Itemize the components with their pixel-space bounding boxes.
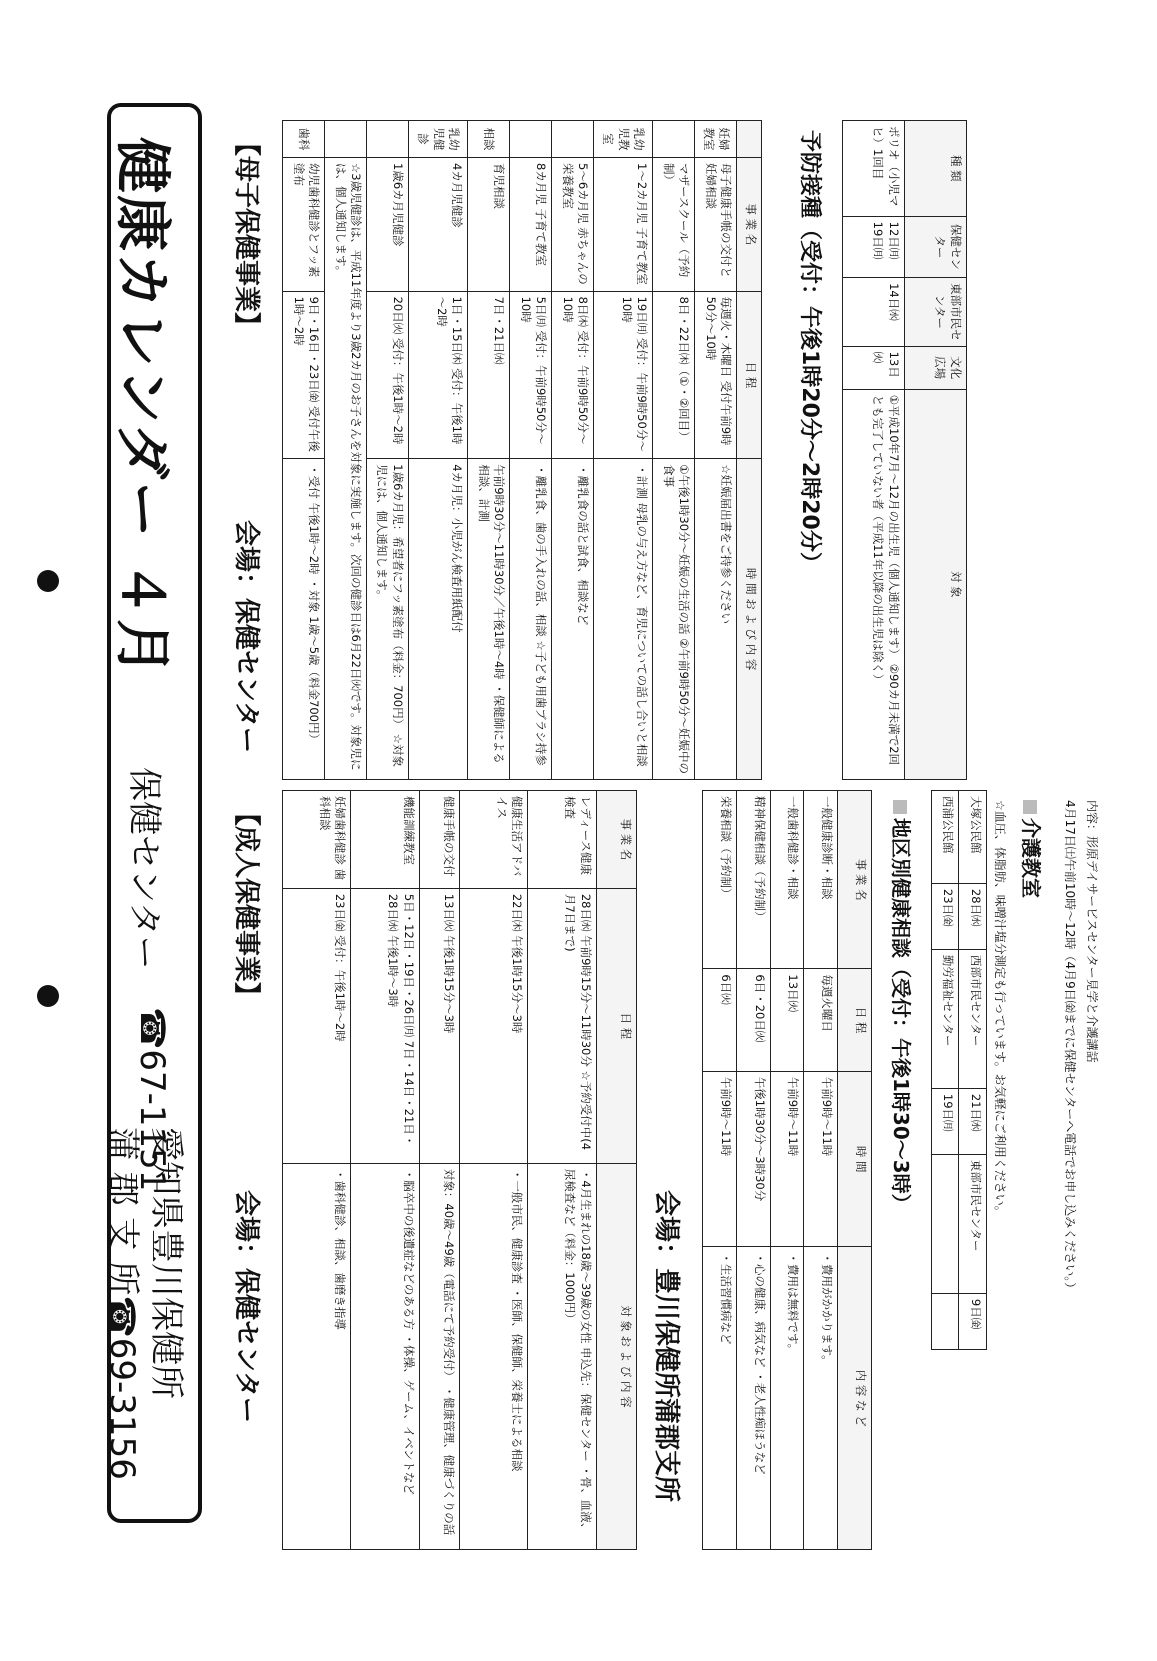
branch-table bbox=[702, 790, 872, 1550]
district-cell bbox=[932, 1154, 960, 1293]
district-cell: 21日㈬ bbox=[959, 1088, 987, 1154]
cell-detail: ・生活習慣病など bbox=[703, 1247, 737, 1550]
cell-time: 午前9時～11時 bbox=[703, 1071, 737, 1247]
column-header: 日 程 bbox=[838, 969, 872, 1071]
table-row bbox=[510, 121, 552, 780]
square-icon bbox=[893, 800, 907, 814]
cell-name: 一般健康診断・相談 bbox=[804, 791, 838, 969]
maternal-table bbox=[282, 120, 762, 780]
column-header: 事 業 名 bbox=[838, 791, 872, 969]
details: 午前9時30分～11時30分／午後1時～4時 ・保健師による相談、計測 bbox=[468, 459, 510, 780]
schedule: 1日・15日㈭ 受付：午後1時～2時 bbox=[409, 291, 468, 459]
cell-name: 精神保健相談（予約制） bbox=[736, 791, 770, 969]
table-row bbox=[695, 121, 737, 780]
square-icon bbox=[1023, 800, 1037, 814]
district-note: ☆血圧、体脂肪、味噌汁塩分測定も行っています。お気軽にご利用ください。 bbox=[993, 800, 1007, 1218]
district-cell: 9日㈮ bbox=[959, 1293, 987, 1349]
cell-tobu: 14日㈬ bbox=[843, 278, 905, 346]
cell-name: 機能訓練教室 bbox=[351, 791, 419, 889]
cell-time: 午前9時～11時 bbox=[770, 1071, 804, 1247]
table-row bbox=[325, 121, 367, 780]
punch-hole bbox=[37, 985, 59, 1007]
cell-name: 一般歯科健診・相談 bbox=[770, 791, 804, 969]
category-cell: 歯科 bbox=[283, 121, 325, 158]
cell-detail: 対象：40歳～49歳（電話にて予約受付） ・健康管理、健康づくりの話 bbox=[419, 1163, 459, 1549]
kaigo-line1: 4月17日㈯午前10時～12時（4月9日㈮までに保健センターへ電話でお申し込みください。） bbox=[1063, 800, 1077, 1295]
column-header: 文化広場 bbox=[905, 346, 967, 389]
kaigo-heading bbox=[1018, 800, 1047, 898]
table-row bbox=[419, 791, 459, 1550]
program-name: マザースクール（予約制） bbox=[653, 158, 695, 292]
cell-date: 5日・12日・19日・26日㈪ 7日・14日・21日・28日㈬ 午後1時～3時 bbox=[351, 888, 419, 1163]
column-header: 対 象 bbox=[905, 389, 967, 779]
punch-hole bbox=[37, 570, 59, 592]
kaigo-line2: 内容：形原デイサービスセンター見学と介護講話 bbox=[1085, 800, 1099, 1063]
table-row bbox=[594, 121, 653, 780]
district-cell: 28日㈬ bbox=[959, 883, 987, 949]
table-row bbox=[528, 791, 596, 1550]
subtitle: 保健センター bbox=[124, 767, 164, 970]
schedule: 8日・22日㈭（①・②回目） bbox=[653, 291, 695, 459]
details: 1歳6カ月児：希望者にフッ素塗布（料金：700円） ☆対象児には、個人通知します。 bbox=[367, 459, 409, 780]
table-row bbox=[409, 121, 468, 780]
column-header: 事 業 名 bbox=[737, 158, 762, 292]
cell-detail: ・心の健康、病気など ・老人性痴ほうなど bbox=[736, 1247, 770, 1550]
table-row bbox=[468, 121, 510, 780]
adult-table bbox=[282, 790, 637, 1550]
program-name: 母子健康手帳の交付と妊婦相談 bbox=[695, 158, 737, 292]
agency-branch: 蒲 郡 支 所☎69-3156 bbox=[102, 1127, 142, 1480]
column-header: 時 間 お よ び 内 容 bbox=[737, 459, 762, 780]
table-row bbox=[552, 121, 594, 780]
header-row bbox=[596, 791, 636, 1550]
column-header bbox=[737, 121, 762, 158]
category-cell bbox=[552, 121, 594, 158]
category-cell: 乳幼児教室 bbox=[594, 121, 653, 158]
cell-detail: ・4月生まれの18歳～39歳の女性 申込先：保健センター ・骨、血液、尿検査など（料金：1000円） bbox=[528, 1163, 596, 1549]
details: ☆妊娠届出書をご持参ください bbox=[695, 459, 737, 780]
schedule: 20日㈫ 受付：午後1時～2時 bbox=[367, 291, 409, 459]
table-row bbox=[460, 791, 528, 1550]
category-cell: 乳幼児健診 bbox=[409, 121, 468, 158]
table-row bbox=[770, 791, 804, 1550]
district-heading-text: 地区別健康相談（受付：午後1時30～3時） bbox=[889, 818, 913, 1214]
vaccination-table bbox=[842, 120, 967, 780]
cell-date: 13日㈫ 午後1時15分～3時 bbox=[419, 888, 459, 1163]
category-cell bbox=[653, 121, 695, 158]
branch-venue: 会場：豊川保健所蒲郡支所 bbox=[651, 1190, 681, 1503]
table-row bbox=[283, 791, 351, 1550]
district-cell: 勤労福祉センター bbox=[932, 949, 960, 1088]
schedule: 8日㈭ 受付：午前9時50分～10時 bbox=[552, 291, 594, 459]
program-name: 8カ月児 子育て教室 bbox=[510, 158, 552, 292]
cell-hoken: 12日㈪ 19日㈪ bbox=[843, 216, 905, 277]
column-header: 東部市民センター bbox=[905, 278, 967, 346]
agency-name: 愛知県豊川保健所 bbox=[146, 1127, 186, 1399]
column-header: 対 象 お よ び 内 容 bbox=[596, 1163, 636, 1549]
column-header: 日 程 bbox=[596, 888, 636, 1163]
header-row bbox=[905, 121, 967, 780]
program-name: 1歳6カ月児健診 bbox=[367, 158, 409, 292]
column-header: 時 間 bbox=[838, 1071, 872, 1247]
adult-venue: 会場：保健センター bbox=[231, 1190, 261, 1423]
column-header: 事 業 名 bbox=[596, 791, 636, 889]
header-row bbox=[737, 121, 762, 780]
table-row bbox=[736, 791, 770, 1550]
schedule: 5日㈪ 受付：午前9時50分～10時 bbox=[510, 291, 552, 459]
category-cell: 妊婦教室 bbox=[695, 121, 737, 158]
details: ・受付 午後1時～2時 ・対象 1歳～5歳（料金700円） bbox=[283, 459, 325, 780]
cell-name: 健康手帳の交付 bbox=[419, 791, 459, 889]
cell-name: 栄養相談（予約制） bbox=[703, 791, 737, 969]
table-row bbox=[653, 121, 695, 780]
program-name: 4カ月児健診 bbox=[409, 158, 468, 292]
district-table bbox=[931, 790, 987, 1350]
cell-detail: ・費用がかかります。 bbox=[804, 1247, 838, 1550]
cell-date: 6日㈫ bbox=[703, 969, 737, 1071]
category-cell bbox=[510, 121, 552, 158]
details: ①午後1時30分～妊娠の生活の話 ②午前9時50分～妊娠中の食事 bbox=[653, 459, 695, 780]
schedule: 毎週火・木曜日 受付午前9時50分～10時 bbox=[695, 291, 737, 459]
table-row bbox=[959, 791, 987, 1350]
cell-detail: ・費用は無料です。 bbox=[770, 1247, 804, 1550]
district-cell: 西浦公民館 bbox=[932, 791, 960, 884]
column-header: 内 容 な ど bbox=[838, 1247, 872, 1550]
cell-date: 6日・20日㈫ bbox=[736, 969, 770, 1071]
cell-date: 23日㈮ 受付：午後1時～2時 bbox=[283, 888, 351, 1163]
district-cell: 東部市民センター bbox=[959, 1154, 987, 1293]
schedule: 19日㈪ 受付：午前9時50分～10時 bbox=[594, 291, 653, 459]
details: 4カ月児：小児がん検査用紙配付 bbox=[409, 459, 468, 780]
page-title: 健康カレンダー ４月 bbox=[109, 137, 174, 677]
district-heading bbox=[888, 800, 917, 1214]
table-row bbox=[367, 121, 409, 780]
schedule: 7日・21日㈬ bbox=[468, 291, 510, 459]
column-header: 種 類 bbox=[905, 121, 967, 217]
cell-name: 妊婦歯科健診 歯科相談 bbox=[283, 791, 351, 889]
category-cell bbox=[367, 121, 409, 158]
kaigo-heading-text: 介護教室 bbox=[1019, 818, 1043, 898]
program-name: 1～2カ月児 子育て教室 bbox=[594, 158, 653, 292]
details: ・離乳食、歯の手入れの話、相談 ☆子ども用歯ブラシ持参 bbox=[510, 459, 552, 780]
cell-detail: ・脳卒中の後遺症などのある方 ・体操、ゲーム、イベントなど bbox=[351, 1163, 419, 1549]
cell-date: 13日㈫ bbox=[770, 969, 804, 1071]
cell-type: ポリオ（小児マヒ）1回目 bbox=[843, 121, 905, 217]
table-row bbox=[703, 791, 737, 1550]
table-row bbox=[283, 121, 325, 780]
header-row bbox=[838, 791, 872, 1550]
schedule: 9日・16日・23日㈮ 受付午後1時～2時 bbox=[283, 291, 325, 459]
maternal-venue: 会場：保健センター bbox=[231, 520, 261, 753]
cell-date: 22日㈭ 午後1時15分～3時 bbox=[460, 888, 528, 1163]
district-cell: 大塚公民館 bbox=[959, 791, 987, 884]
cell-detail: ・歯科健診、相談、歯磨き指導 bbox=[283, 1163, 351, 1549]
table-row bbox=[843, 121, 905, 780]
category-cell bbox=[325, 121, 367, 158]
cell-name: レディース健康検査 bbox=[528, 791, 596, 889]
program-name: 5～6カ月児 赤ちゃんの栄養教室 bbox=[552, 158, 594, 292]
details: ・計測 母乳の与え方など、育児についての話し合いと相談 bbox=[594, 459, 653, 780]
column-header: 保健センター bbox=[905, 216, 967, 277]
program-name: 育児相談 bbox=[468, 158, 510, 292]
cell-time: 午後1時30分～3時30分 bbox=[736, 1071, 770, 1247]
cell-target: ①平成10年7月～12月の出生児（個人通知します） ②90カ月未満で2回とも完了していない者（平成11年以降の出生児は除く） bbox=[843, 389, 905, 779]
category-cell: 相談 bbox=[468, 121, 510, 158]
program-name: 幼児歯科健診とフッ素塗布 bbox=[283, 158, 325, 292]
table-row bbox=[804, 791, 838, 1550]
cell-time: 午前9時～11時 bbox=[804, 1071, 838, 1247]
details: ・離乳食の話と試食、相談など bbox=[552, 459, 594, 780]
column-header: 日 程 bbox=[737, 291, 762, 459]
cell-name: 健康生活アドバイス bbox=[460, 791, 528, 889]
maternal-heading: 【母子保健事業】 bbox=[231, 130, 261, 339]
adult-heading: 【成人保健事業】 bbox=[231, 800, 261, 1009]
table-row bbox=[351, 791, 419, 1550]
table-row bbox=[932, 791, 960, 1350]
cell-date: 毎週火曜日 bbox=[804, 969, 838, 1071]
district-cell: 19日㈪ bbox=[932, 1088, 960, 1154]
vaccination-heading: 予防接種（受付：午後1時20分～2時20分） bbox=[797, 130, 822, 574]
title-box bbox=[102, 103, 202, 1523]
cell-detail: ・一般市民、健康診査 ・医師、保健師、栄養士による相談 bbox=[460, 1163, 528, 1549]
district-cell: 西部市民センター bbox=[959, 949, 987, 1088]
cell-date: 28日㈬ 午前9時15分～11時30分 ☆予約受付中(4月7日まで) bbox=[528, 888, 596, 1163]
center-phone: ☎67-1151 bbox=[132, 1007, 172, 1192]
district-cell bbox=[932, 1293, 960, 1349]
district-cell: 23日㈮ bbox=[932, 883, 960, 949]
cell-bunka: 13日㈫ bbox=[843, 346, 905, 389]
note-cell: ☆3歳児健診は、平成11年度より3歳2カ月のお子さんを対象に実施します。次回の健診日は6月22日㈫です。対象児には、個人通知します。 bbox=[325, 158, 367, 780]
